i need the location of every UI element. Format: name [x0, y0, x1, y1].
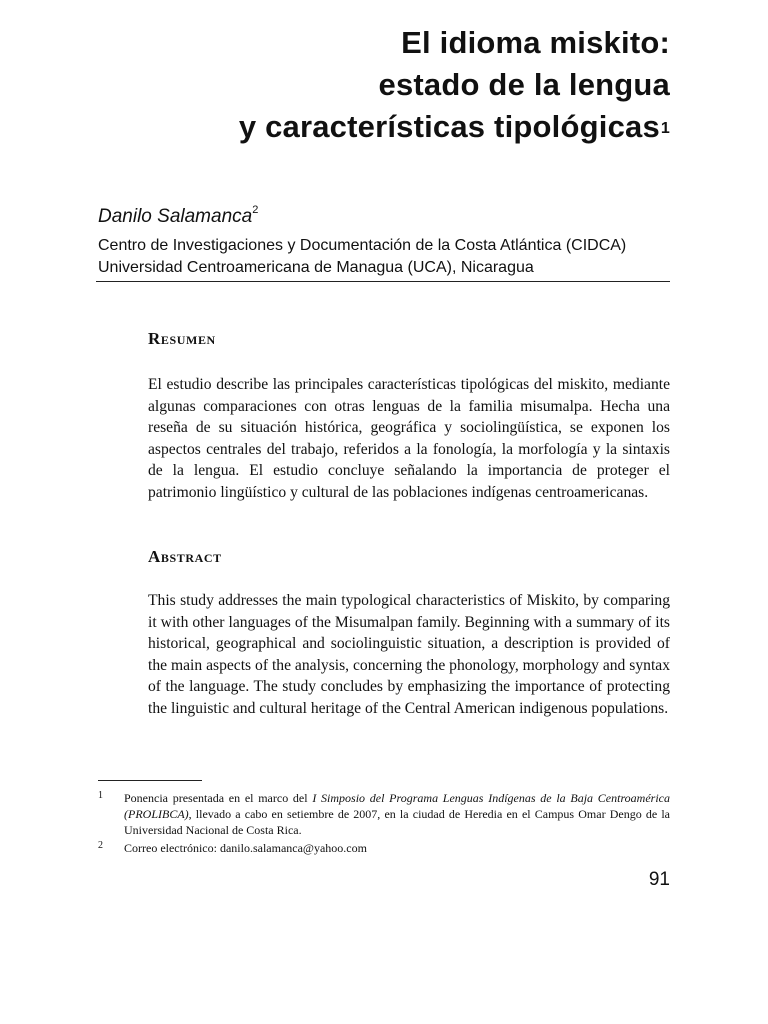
- resumen-heading: Resumen: [148, 329, 216, 348]
- title-line-3: [110, 106, 670, 148]
- author-affiliation-1: Centro de Investigaciones y Documentación de la Costa Atlántica (CIDCA): [98, 237, 627, 254]
- title-line-1: El idioma miskito:: [401, 25, 670, 60]
- footnote-2-text: Correo electrónico: danilo.salamanca@yahoo.com: [124, 841, 367, 855]
- author-name-text: Danilo Salamanca: [98, 206, 253, 227]
- author-name: [98, 206, 258, 228]
- title-line-2: estado de la lengua: [378, 67, 670, 102]
- resumen-text: El estudio describe las principales características tipológicas del miskito, mediante algunas comparaciones con otras lenguas de la familia misumalpa. Hecha una reseña de su situación histórica, geográfica y sociolingüística, se exponen los aspectos centrales del trabajo, referidos a la fonología, la morfología y la sintaxis de la lengua. El estudio concluye señalando la importancia de proteger el patrimonio lingüístico y cultural de las poblaciones indígenas centroamericanas.: [148, 376, 670, 501]
- footnote-1-text: [124, 790, 670, 838]
- page-number: 91: [648, 869, 670, 890]
- footnote-1-text-after: , llevado a cabo en setiembre de 2007, en la ciudad de Heredia en el Campus Omar Dengo de la Universidad Nacional de Costa Rica.: [124, 807, 670, 837]
- footnote-1-text-before: Ponencia presentada en el marco del: [124, 791, 313, 805]
- footnote-1-text-italic: I Simposio del Programa Lenguas Indígenas de la Baja Centroamérica (PROLIBCA): [124, 791, 671, 821]
- footnote-1-number: 1: [98, 790, 103, 801]
- footnote-divider: [98, 780, 202, 781]
- author-footnote-mark[interactable]: 2: [252, 204, 259, 216]
- header-divider: [96, 281, 670, 282]
- author-affiliation-2: Universidad Centroamericana de Managua (UCA), Nicaragua: [98, 259, 534, 276]
- article-title: [110, 22, 670, 148]
- abstract-text: This study addresses the main typological characteristics of Miskito, by comparing it with other languages of the Misumalpan family. Beginning with a summary of its historical, geographical and sociolinguistic situation, a description is provided of the main aspects of the analysis, concerning the phonology, morphology and syntax of the language. The study concludes by emphasizing the importance of protecting the linguistic and cultural heritage of the Central American indigenous populations.: [148, 592, 670, 717]
- title-footnote-mark[interactable]: 1: [660, 120, 670, 137]
- footnote-2-number: 2: [98, 840, 103, 851]
- title-line-3-text: y características tipológicas: [238, 109, 660, 144]
- abstract-heading: Abstract: [148, 547, 222, 566]
